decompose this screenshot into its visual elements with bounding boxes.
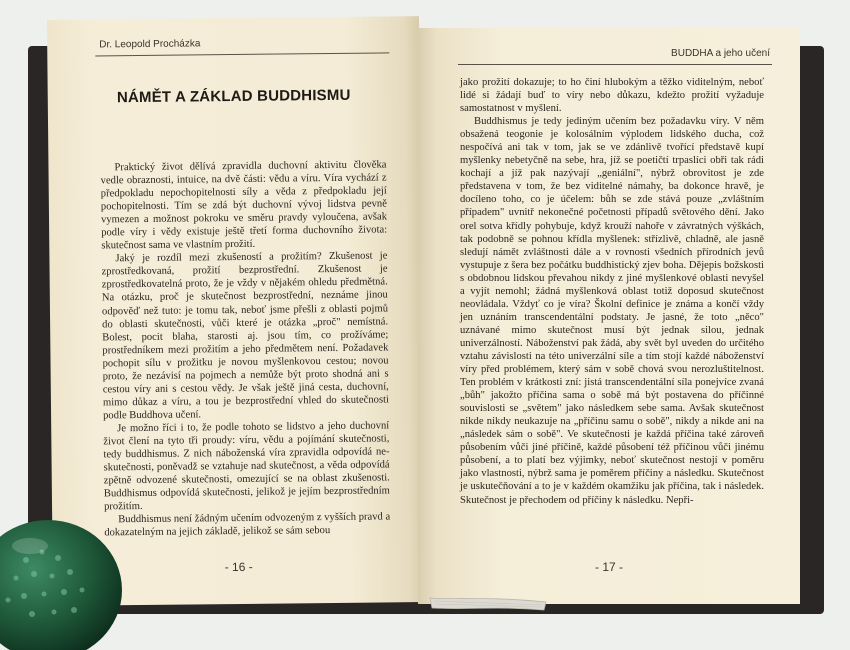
page-number-right: - 17 - [594,560,623,574]
page-number-left: - 16 - [224,559,253,575]
paragraph: Buddhismus není žádným učením odvozeným z vyšších pravd a dokazatelným na jejich základě, jelikož se sám sebou [104,511,391,539]
running-head-author: Dr. Leopold Procházka [99,38,201,51]
bookmark-ribbon [426,596,550,628]
right-page [418,28,800,604]
header-rule [458,64,772,65]
paragraph: jako prožití dokazuje; to ho činí hlubokým a těžko viditelným, neboť lidé si žádají buď to víry nebo důkazu, kdežto prožití vyžaduje samostatnost v myšlení. [460,77,764,115]
header-rule [95,52,389,56]
paragraph: Jaký je rozdíl mezi zkušeností a prožitím? Zkušenost je zprostředkovaná, prožití bezprostřední. Zkušenost je zprostředkovatelná proto, že je vždy v nějakém ohledu předmětná. Na otázku, proč je skutečnost bezprostřední, neznáme jinou odpověď než tuto: je tomu tak, neboť jsme přešli z oblasti pojmů do oblasti skutečnosti, vůči které je otázka „proč" nemístná. Bolest, pocit blaha, starosti aj. jsou tím, co prožíváme; prostředníkem mezi prožitím a jeho předmětem není. Požadavek pochopit sílu v prožitku je novou myšlenkovou cestou; novou proto, že nezávisí na pojmech a nemůže být proto shodná ani s cestou víry ani s cestou vědy. Je však ještě jiná cesta, duchovní, mimo důkaz a víru, a tou je bezprostřední vhled do skutečnosti podle Buddhova učení. [101,250,389,422]
paragraph: Buddhismus je tedy jediným učením bez požadavku víry. V něm obsažená teogonie je kolosálním výplodem lidského ducha, což nespočívá ani tak v tom, jak se ve zdánlivě tvořící představě kupí myšlenky nebetyčně na sebe, hra, jíž se poetičtí trpaslíci obři tak rádi kochají a jíž pak nazývají „geniální", nýbrž obrovitost je zde představena v tom, že bez viditelné námahy, ba dokonce hravě, je docíleno toho, co je účelem: bůh se zde stává pouze „zvláštním případem" uvnitř nekonečné početnosti případů světového dění. Jako orel sotva křídly pohybuje, když krouží nahoře v závratných výškách, tak podobně se pohnou křídla myšlenek: střízlivě, chladně, ale jasně sledují námět zvláštnosti dále a v rovnosti všedních přírodních jevů vystupuje z šera bez počátku buddhistický zjev boha. Dějepis božskosti s obdobnou lidskou převahou nikdy z jiné myšlenkové oblasti nevyšel a vyjít nemohl; žádná myšlenková oblast totiž doposud skutečnost neovládala. Vždyť co je víra? Školní definice je známa a končí vždy jen uznáním transcendentální podstaty. Je jasné, že toto „něco" uznávané mimo skutečnost musí být jednak silou, jednak univerzálností. Náboženství pak žádá, aby svět byl uveden do určitého vztahu závislosti na této univerzální síle a tím stojí každé náboženství víry před problémem, který sám v sobě chová svou nerozluštitelnost. Ten problém v krátkosti zní: jistá transcendentální síla ponejvíce zvaná „bůh" jakožto příčina sama o sobě má být postavena do příčinné souvislosti se „světem" jako následkem sebe sama. Avšak skutečnost nikde nikdy neukazuje na „příčinu samu o sobě", nikdy a nikde ani na „následek sám o sobě". Ve skutečnosti je každá příčina také zároveň působením vůči jiné příčině, každé působení též příčinou vůči jinému působení, a to platí bez výjimky, neboť skutečnost nestojí v poměru jako vlastnosti, nýbrž sama je poměrem příčiny a následku. Skutečnost je uskutečňování a to je v každém okamžiku jak příčina, tak i následek. Skutečnost je přechodem od příčiny k následku. Nepři- [460,116,764,506]
glass-paperweight [0,500,126,650]
running-head-title: BUDDHA a jeho učení [671,48,770,59]
paragraph: Praktický život dělívá zpravidla duchovní aktivitu člověka vedle obraznosti, intuice, na dvě části: vědu a víru. Víra vychází z předpokladu nepochopitelnosti síly a věda z předpokladu její pochopitelnosti. Tím se zdá být duchovní vývoj lidstva pevně vymezen a možnost pokroku ve směru pravdy vyloučena, avšak podle víry i vědy existuje ještě třetí forma duchovního života: skutečnost sama ve vlastním prožití. [100,159,388,252]
left-page-text [100,158,390,539]
right-page-text [460,76,764,507]
chapter-title: NÁMĚT A ZÁKLAD BUDDHISMU [116,86,351,107]
paragraph: Je možno říci i to, že podle tohoto se lidstvo a jeho duchovní život člení na tyto tři proudy: víru, vědu a pojímání skutečnosti, tedy buddhismus. Z nich náboženská víra zpravidla odpovídá ne-skutečnosti, poněvadž se vztahuje nad skutečnost, a věda odpovídá zpětně odvozené skutečnosti, omezující se na oblast zkušenosti. Buddhismus odpovídá skutečnosti, jelikož je jejím bezprostředním prožitím. [103,420,390,513]
